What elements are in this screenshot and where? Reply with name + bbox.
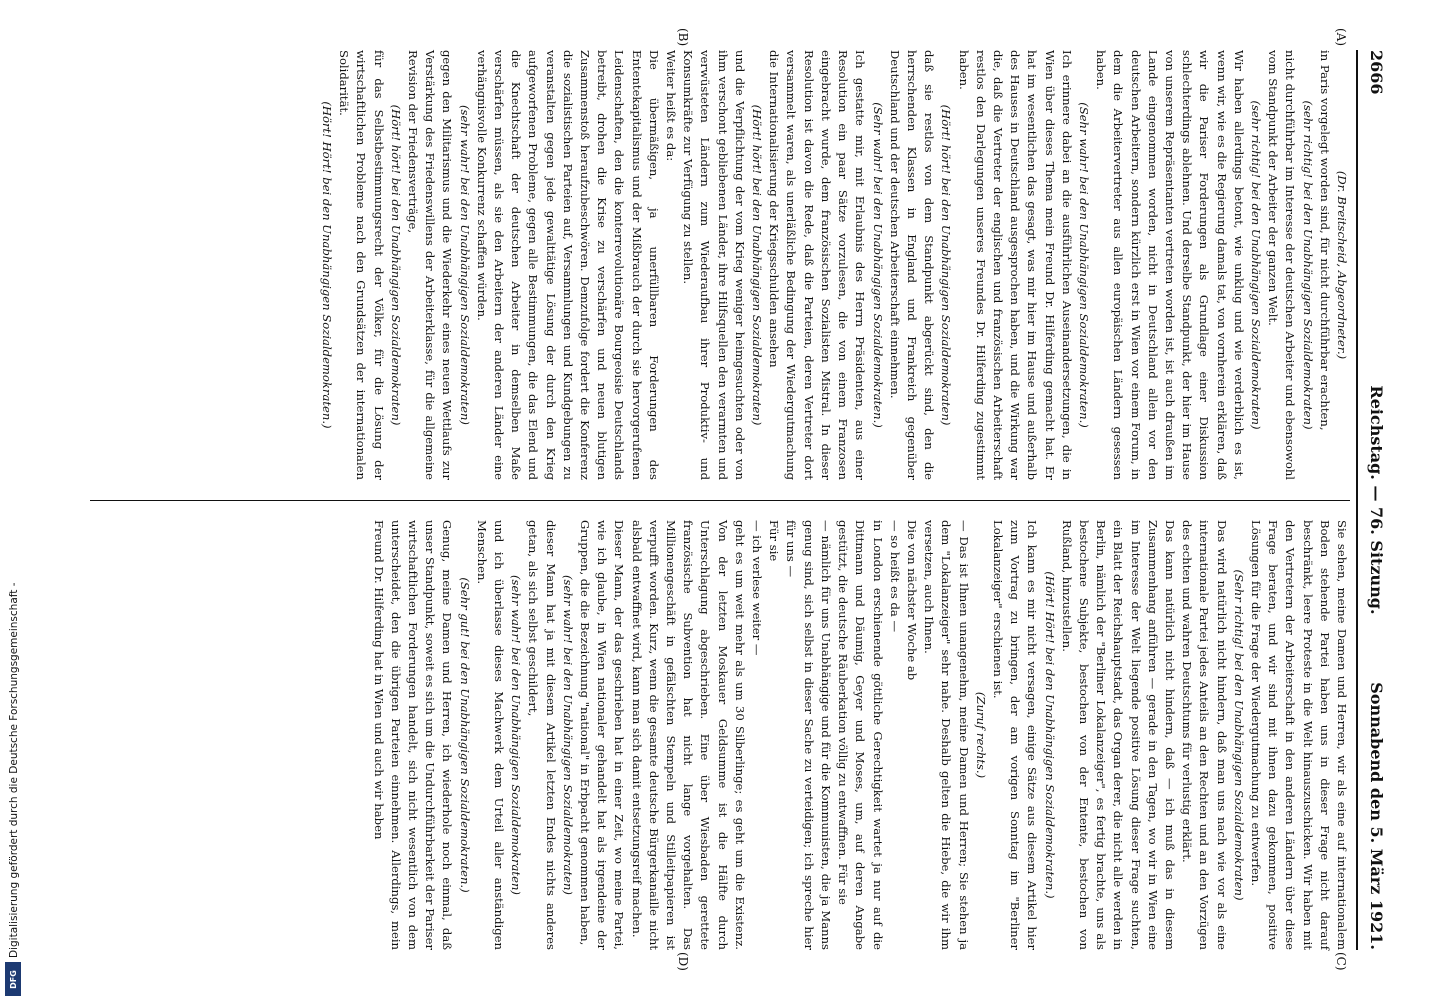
paragraph: — nämlich für uns Unabhängige und für die Kommunisten, die ja Manns genug sind, sich selbst in dieser Sache zu verteidigen; ich spreche hier für uns —: [784, 520, 833, 950]
sidebar-credit: [2, 0, 24, 1000]
paragraph: geht es um weit mehr als um 30 Silberlinge; es geht um die Existenz. Von der letzten Moskauer Geldsumme ist die Hälfte durch Unterschlagung abgeschrieben. Eine über Wiesbaden gerettete französische Subvention hat nicht lange vorgehalten. Das Millionengeschäft in gefälschten Stempeln und Stilleitpapieren ist verpufft worden. Kurz, wenn die gesamte deutsche Bürgerkanaille nicht alsbald entwaffnet wird, kann man sich damit entsetzungsreif machen.: [629, 520, 747, 950]
paragraph: dieser Mann hat ja mit diesem Artikel letzten Endes nichts anderes getan, als sich selbst geschildert,: [526, 520, 558, 950]
paragraph: (sehr wahr! bei den Unabhängigen Sozialdemokraten): [560, 575, 575, 895]
paragraph: (Hört! hört! bei den Unabhängigen Sozialdemokraten): [939, 104, 954, 426]
paragraph: (Sehr richtig! bei den Unabhängigen Sozialdemokraten): [1231, 569, 1246, 901]
paragraph: daß sie restlos von dem Standpunkt abgerückt sind, den die herrschenden Klassen in England und Frankreich gegenüber Deutschland und der deutschen Arbeiterschaft einnehmen.: [887, 50, 937, 480]
paragraph: Das kann natürlich nicht hindern, daß — ich muß das in diesem Zusammenhang anführen — gerade in den Tagen, wo wir in Wien eine im Interesse der Welt liegende positive Lösung dieser Frage suchten, ein Blatt der Reichshauptstadt, das Organ derer, die nicht alle werden in Berlin, nämlich der "Berliner Lokalanzeiger", es fertig brachte, uns als bestochene Subjekte, bestochen von der Entente, bestochen von Rußland, hinzustellen.: [1059, 520, 1177, 950]
paragraph: gegen den Militarismus und die Wiederkehr eines neuen Wettlaufs zur Verstärkung des Friedenswillens der Arbeiterklasse, für die allgemeine Revision der Friedensverträge,: [406, 50, 455, 480]
paragraph: nicht durchführbar im Interesse der deutschen Arbeiter und ebensowohl vom Standpunkt der Arbeiter der ganzen Welt.: [1266, 50, 1298, 480]
paragraph: — ich verlese weiter —: [750, 520, 765, 656]
digitization-credit: Digitalisierung gefördert durch die Deutsche Forschungsgemeinschaft -: [8, 582, 20, 958]
paragraph: — Das ist Ihnen unangenehm, meine Damen und Herren; Sie stehen ja dem "Lokalanzeiger" sehr nahe. Deshalb gelten die Hiebe, die wir ihm versetzen, auch Ihnen.: [922, 520, 971, 950]
paragraph: Ich gestatte mir, mit Erlaubnis des Herrn Präsidenten, aus einer Resolution ein paar Sätze vorzulesen, die von einem Franzosen eingebracht wurde, dem französischen Sozialisten Mistral. In dieser Resolution ist davon die Rede, daß die Parteien, deren Vertreter dort versammelt waren, als unerläßliche Bedingung der Wiedergutmachung die Internationalisierung der Kriegsschulden ansehen: [767, 50, 868, 480]
paragraph: Die übermäßigen, ja unerfüllbaren Forderungen des Ententekapitalismus und der Mißbrauch der durch sie hervorgerufenen Leidenschaften, den die konterrevolutionäre Bourgeoisie Deutschlands betreibt, drohen die Krise zu verschärfen und neuen blutigen Zusammenstoß heraufzubeschwören. Demzufolge fordert die Konferenz die sozialistischen Parteien auf, Versammlungen und Kundgebungen zu veranstalten gegen jede gewalttätige Lösung der durch den Krieg aufgeworfenen Probleme, gegen alle Bestimmungen, die das Elend und die Knechtschaft der deutschen Arbeiter in demselben Maße verschärfen müssen, als sie den Arbeitern der anderen Länder eine verhängnisvolle Konkurrenz schaffen würden.: [474, 50, 661, 480]
paragraph: (sehr wahr! bei den Unabhängigen Sozialdemokraten): [457, 105, 472, 425]
paragraph: Dieser Mann, der das geschrieben hat in einer Zeit, wo meine Partei, wie ich glaube, in Wien nationaler gehandelt hat als irgendeine der Gruppen, die die Bezeichnung "national" in Erbpacht genommen haben,: [578, 520, 627, 950]
paragraph: (Hört! Hört! bei den Unabhängigen Sozialdemokraten.): [320, 101, 335, 429]
margin-marker-b: (B): [676, 28, 690, 47]
margin-marker-d: (D): [676, 952, 690, 971]
paragraph: Ich erinnere dabei an die ausführlichen Auseinandersetzungen, die in Wien über dieses Thema mein Freund Dr. Hilferding gemacht hat. Er hat im wesentlichen das gesagt, was mir hier im Hause und außerhalb des Hauses in Deutschland ausgesprochen haben, und die Wirkung war die, daß die Vertreter der englischen und französischen Arbeiterschaft restlos den Darlegungen unseres Freundes Dr. Hilferding zugestimmt haben.: [956, 50, 1074, 480]
paragraph: Wir haben allerdings betont, wie unklug und wie verderblich es ist, wenn wir, wie es die Regierung damals tat, von vornherein erklären, daß wir die Pariser Forderungen als Grundlage einer Diskussion schlechterdings ablehnen. Und derselbe Standpunkt, der hier im Hause von unserem Repräsentanten vertreten worden ist, ist auch draußen im Lande eingenommen worden, nicht in Deutschland allein vor den deutschen Arbeitern, sondern kürzlich erst in Wien vor einem Forum, in dem die Arbeitervertreter aus allen europäischen Ländern gesessen haben.: [1094, 50, 1246, 480]
right-text-column: [369, 520, 1350, 950]
paragraph: (sehr richtig! bei den Unabhängigen Sozialdemokraten): [1300, 100, 1315, 430]
paragraph: (Sehr wahr! bei den Unabhängigen Sozialdemokraten.): [1076, 102, 1091, 428]
session-date: Sonnabend den 5. März 1921.: [1367, 682, 1386, 950]
paragraph: Ich kann es mir nicht versagen, einige Sätze aus diesem Artikel hier zum Vortrag zu bringen, der am vorigen Sonntag im "Berliner Lokalanzeiger" erschienen ist.: [990, 520, 1040, 950]
margin-marker-a: (A): [1334, 28, 1348, 47]
rotated-page-content: [60, 28, 1390, 971]
paragraph: in Paris vorgelegt worden sind, für nicht durchführbar erachten,: [1317, 50, 1332, 431]
page-header: [1356, 50, 1390, 950]
running-title: Reichstag. — 76. Sitzung.: [1367, 385, 1386, 615]
column-divider: [90, 500, 1350, 501]
paragraph: Sie sehen, meine Damen und Herren, wir als eine auf internationalem Boden stehende Partei haben uns in dieser Frage nicht darauf beschränkt, leere Proteste in die Welt hinauszuschicken. Wir haben mit den Vertretern der Arbeiterschaft in den anderen Ländern über diese Frage beraten, und wir sind mit ihnen dazu gekommen, positive Lösungen für die Frage der Wiedergutmachung zu entwerfen.: [1248, 520, 1349, 950]
paragraph: (sehr richtig! bei den Unabhängigen Sozialdemokraten): [1248, 100, 1263, 430]
dfg-logo: DFG: [5, 962, 21, 996]
paragraph: (Zuruf rechts.): [973, 691, 988, 779]
paragraph: Das wird natürlich nicht hindern, daß man uns nach wie vor als eine internationale Partei jedes Anteils an den Rechten und an den Vorzügen des echten und wahren Deutschtums für verlustig erklärt.: [1180, 520, 1229, 950]
paragraph: (Dr. Breitscheid, Abgeordneter.): [1335, 170, 1349, 360]
paragraph: Weiter heißt es da:: [664, 50, 679, 162]
paragraph: in London erschienende göttliche Gerechtigkeit wartet ja nur auf die Dittmann und Däumig, Geyer und Moses, um, auf deren Angabe gestützt, die deutsche Räuberkation völlig zu entwaffnen. Für sie: [836, 520, 885, 950]
paragraph: und die Verpflichtung der vom Krieg weniger heimgesuchten oder von ihm verschont gebliebenen Länder, ihre Hilfsquellen den verarmten und verwüsteten Ländern zum Wiederaufbau ihrer Produktiv- und Konsumkräfte zur Verfügung zu stellen.: [681, 50, 747, 480]
paragraph: (sehr wahr! bei den Unabhängigen Sozialdemokraten): [509, 575, 524, 895]
paragraph: Für sie: [767, 520, 782, 562]
paragraph: — so heißt es da —: [887, 520, 902, 633]
paragraph: (Hört! hört! bei den Unabhängigen Sozialdemokraten): [388, 104, 403, 426]
left-text-column: [318, 50, 1350, 480]
paragraph: (Hört! Hört! bei den Unabhängigen Sozialdemokraten.): [1042, 571, 1057, 899]
paragraph: und ich überlasse dieses Machwerk dem Urteil aller anständigen Menschen.: [474, 520, 507, 950]
paragraph: (Sehr gut! bei den Unabhängigen Sozialdemokraten.): [457, 577, 472, 893]
margin-marker-c: (C): [1334, 952, 1348, 971]
paragraph: Genug, meine Damen und Herren, ich wiederhole noch einmal, daß unser Standpunkt, soweit es sich um die Undurchführbarkeit der Pariser wirtschaftlichen Forderungen handelt, sich nicht wesentlich von dem unterscheidet, den die übrigen Parteien einnehmen. Allerdings, mein Freund Dr. Hilferding hat in Wien und auch wir haben: [371, 520, 455, 950]
page-number: 2666: [1367, 50, 1386, 95]
paragraph: für das Selbstbestimmungsrecht der Völker, für die Lösung der wirtschaftlichen Probleme nach den Grundsätzen der internationalen Solidarität.: [337, 50, 386, 480]
paragraph: Die von nächster Woche ab: [904, 520, 919, 681]
paragraph: (Sehr wahr! bei den Unabhängigen Sozialdemokraten.): [870, 102, 885, 428]
paragraph: (Hört! hört! bei den Unabhängigen Sozialdemokraten): [750, 104, 765, 426]
